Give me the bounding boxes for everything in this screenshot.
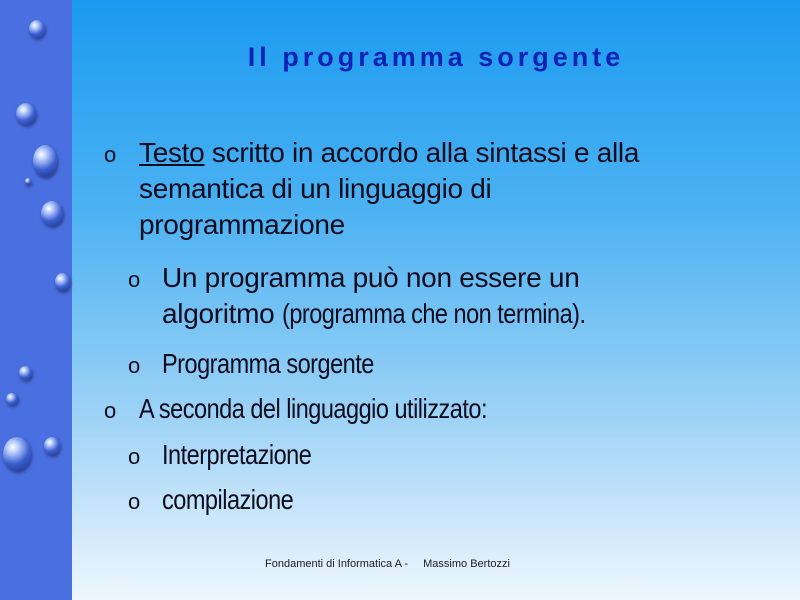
bubble-decoration <box>33 145 57 177</box>
bubble-decoration <box>55 273 70 291</box>
sub-bullet-item-compilation <box>128 482 788 518</box>
bubble-decoration <box>3 437 31 471</box>
slide-title: Il programma sorgente <box>247 42 625 72</box>
bullet-text-line <box>162 296 643 332</box>
bubble-decoration <box>44 437 60 455</box>
footer-author: Massimo Bertozzi <box>423 558 510 570</box>
bullet-text-line: programmazione <box>139 209 345 240</box>
bullet-text-line <box>139 391 553 427</box>
sub-bullet-marker: o <box>128 489 140 514</box>
sub-bullet-marker: o <box>128 444 140 469</box>
bullet-text-line <box>162 482 318 518</box>
bullet-text: Interpretazione <box>162 439 312 470</box>
bubble-decoration <box>16 103 36 125</box>
bubble-decoration <box>29 20 45 38</box>
bullet-text-line <box>162 437 340 473</box>
sub-bullet-item-interpretation <box>128 437 788 473</box>
bubble-decoration <box>41 201 63 226</box>
bubble-decoration <box>25 178 31 185</box>
decorative-sidebar <box>0 0 72 600</box>
footer-course: Fondamenti di Informatica A - <box>265 558 409 570</box>
bullet-text-line: semantica di un linguaggio di <box>139 173 492 204</box>
bullet-text: scritto in accordo alla sintassi e alla <box>211 137 640 168</box>
slide-footer <box>265 558 522 570</box>
underlined-term: Testo <box>139 137 205 168</box>
bullet-text-line: Un programma può non essere un <box>162 262 580 293</box>
bubble-decoration <box>6 393 18 405</box>
bullet-text: Programma sorgente <box>162 348 374 379</box>
bullet-text-line <box>162 346 414 382</box>
condensed-note: (programma che non termina). <box>281 298 586 329</box>
sub-bullet-marker: o <box>128 267 140 292</box>
bullet-item-language-dependent <box>104 391 794 427</box>
bullet-marker: o <box>104 398 116 423</box>
bubble-decoration <box>19 366 32 380</box>
sub-bullet-item-source-program <box>128 346 788 382</box>
bullet-marker: o <box>104 142 116 167</box>
sub-bullet-marker: o <box>128 353 140 378</box>
bullet-text: A seconda del linguaggio utilizzato: <box>139 393 487 424</box>
bullet-text-line <box>139 135 639 171</box>
bullet-text: algoritmo <box>162 298 275 329</box>
bullet-item-text-definition <box>104 135 794 245</box>
sub-bullet-item-algorithm <box>128 260 788 336</box>
bullet-text: compilazione <box>162 484 294 515</box>
